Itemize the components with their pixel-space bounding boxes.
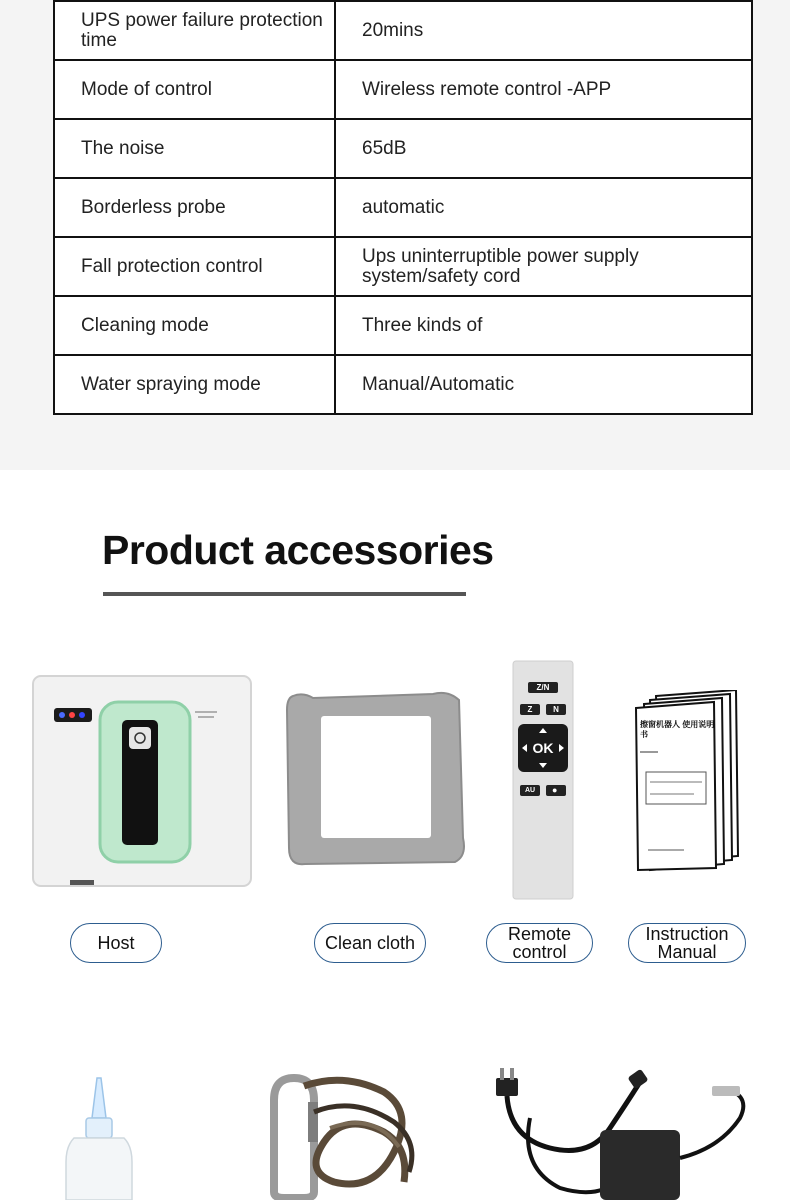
spec-label: Cleaning mode	[54, 296, 335, 355]
accessory-label-host: Host	[70, 923, 162, 963]
table-row	[54, 60, 752, 119]
table-row	[54, 1, 752, 60]
spec-label: UPS power failure protection time	[54, 1, 335, 60]
window-robot-icon	[30, 672, 255, 890]
table-row	[54, 119, 752, 178]
spec-value: Ups uninterruptible power supply system/safety cord	[335, 237, 752, 296]
cleaning-fluid-bottle-icon	[60, 1076, 138, 1200]
spec-value: Wireless remote control -APP	[335, 60, 752, 119]
spec-label: Borderless probe	[54, 178, 335, 237]
manual-cover-text: 擦窗机器人 使用说明书	[640, 720, 715, 739]
remote-auto-key: AU	[524, 787, 536, 794]
spec-table	[53, 0, 753, 415]
remote-ok-key: OK	[532, 740, 554, 756]
spec-value: automatic	[335, 178, 752, 237]
remote-z-key: Z	[527, 705, 533, 714]
power-adapter-icon	[490, 1068, 760, 1200]
cleaning-pad-icon	[283, 688, 469, 870]
spec-section	[0, 0, 790, 470]
water-drop-icon: ●	[552, 785, 558, 795]
spec-label: The noise	[54, 119, 335, 178]
table-row	[54, 237, 752, 296]
manual-booklet-icon	[632, 690, 742, 872]
manual-pages	[632, 690, 742, 872]
spec-value: 65dB	[335, 119, 752, 178]
title-underline	[103, 592, 466, 596]
table-row	[54, 178, 752, 237]
table-row	[54, 355, 752, 414]
spec-value: 20mins	[335, 1, 752, 60]
remote-control-body	[512, 660, 574, 900]
remote-mode-key: Z/N	[536, 683, 550, 692]
remote-control-icon	[512, 660, 574, 900]
spec-value: Manual/Automatic	[335, 355, 752, 414]
remote-n-key: N	[553, 705, 559, 714]
accessory-label-instruction-manual: Instruction Manual	[628, 923, 746, 963]
safety-rope-icon	[234, 1072, 434, 1200]
accessory-label-clean-cloth: Clean cloth	[314, 923, 426, 963]
spec-label: Mode of control	[54, 60, 335, 119]
table-row	[54, 296, 752, 355]
accessory-label-remote-control: Remote control	[486, 923, 593, 963]
spec-label: Water spraying mode	[54, 355, 335, 414]
spec-label: Fall protection control	[54, 237, 335, 296]
spec-value: Three kinds of	[335, 296, 752, 355]
section-title: Product accessories	[102, 527, 494, 573]
